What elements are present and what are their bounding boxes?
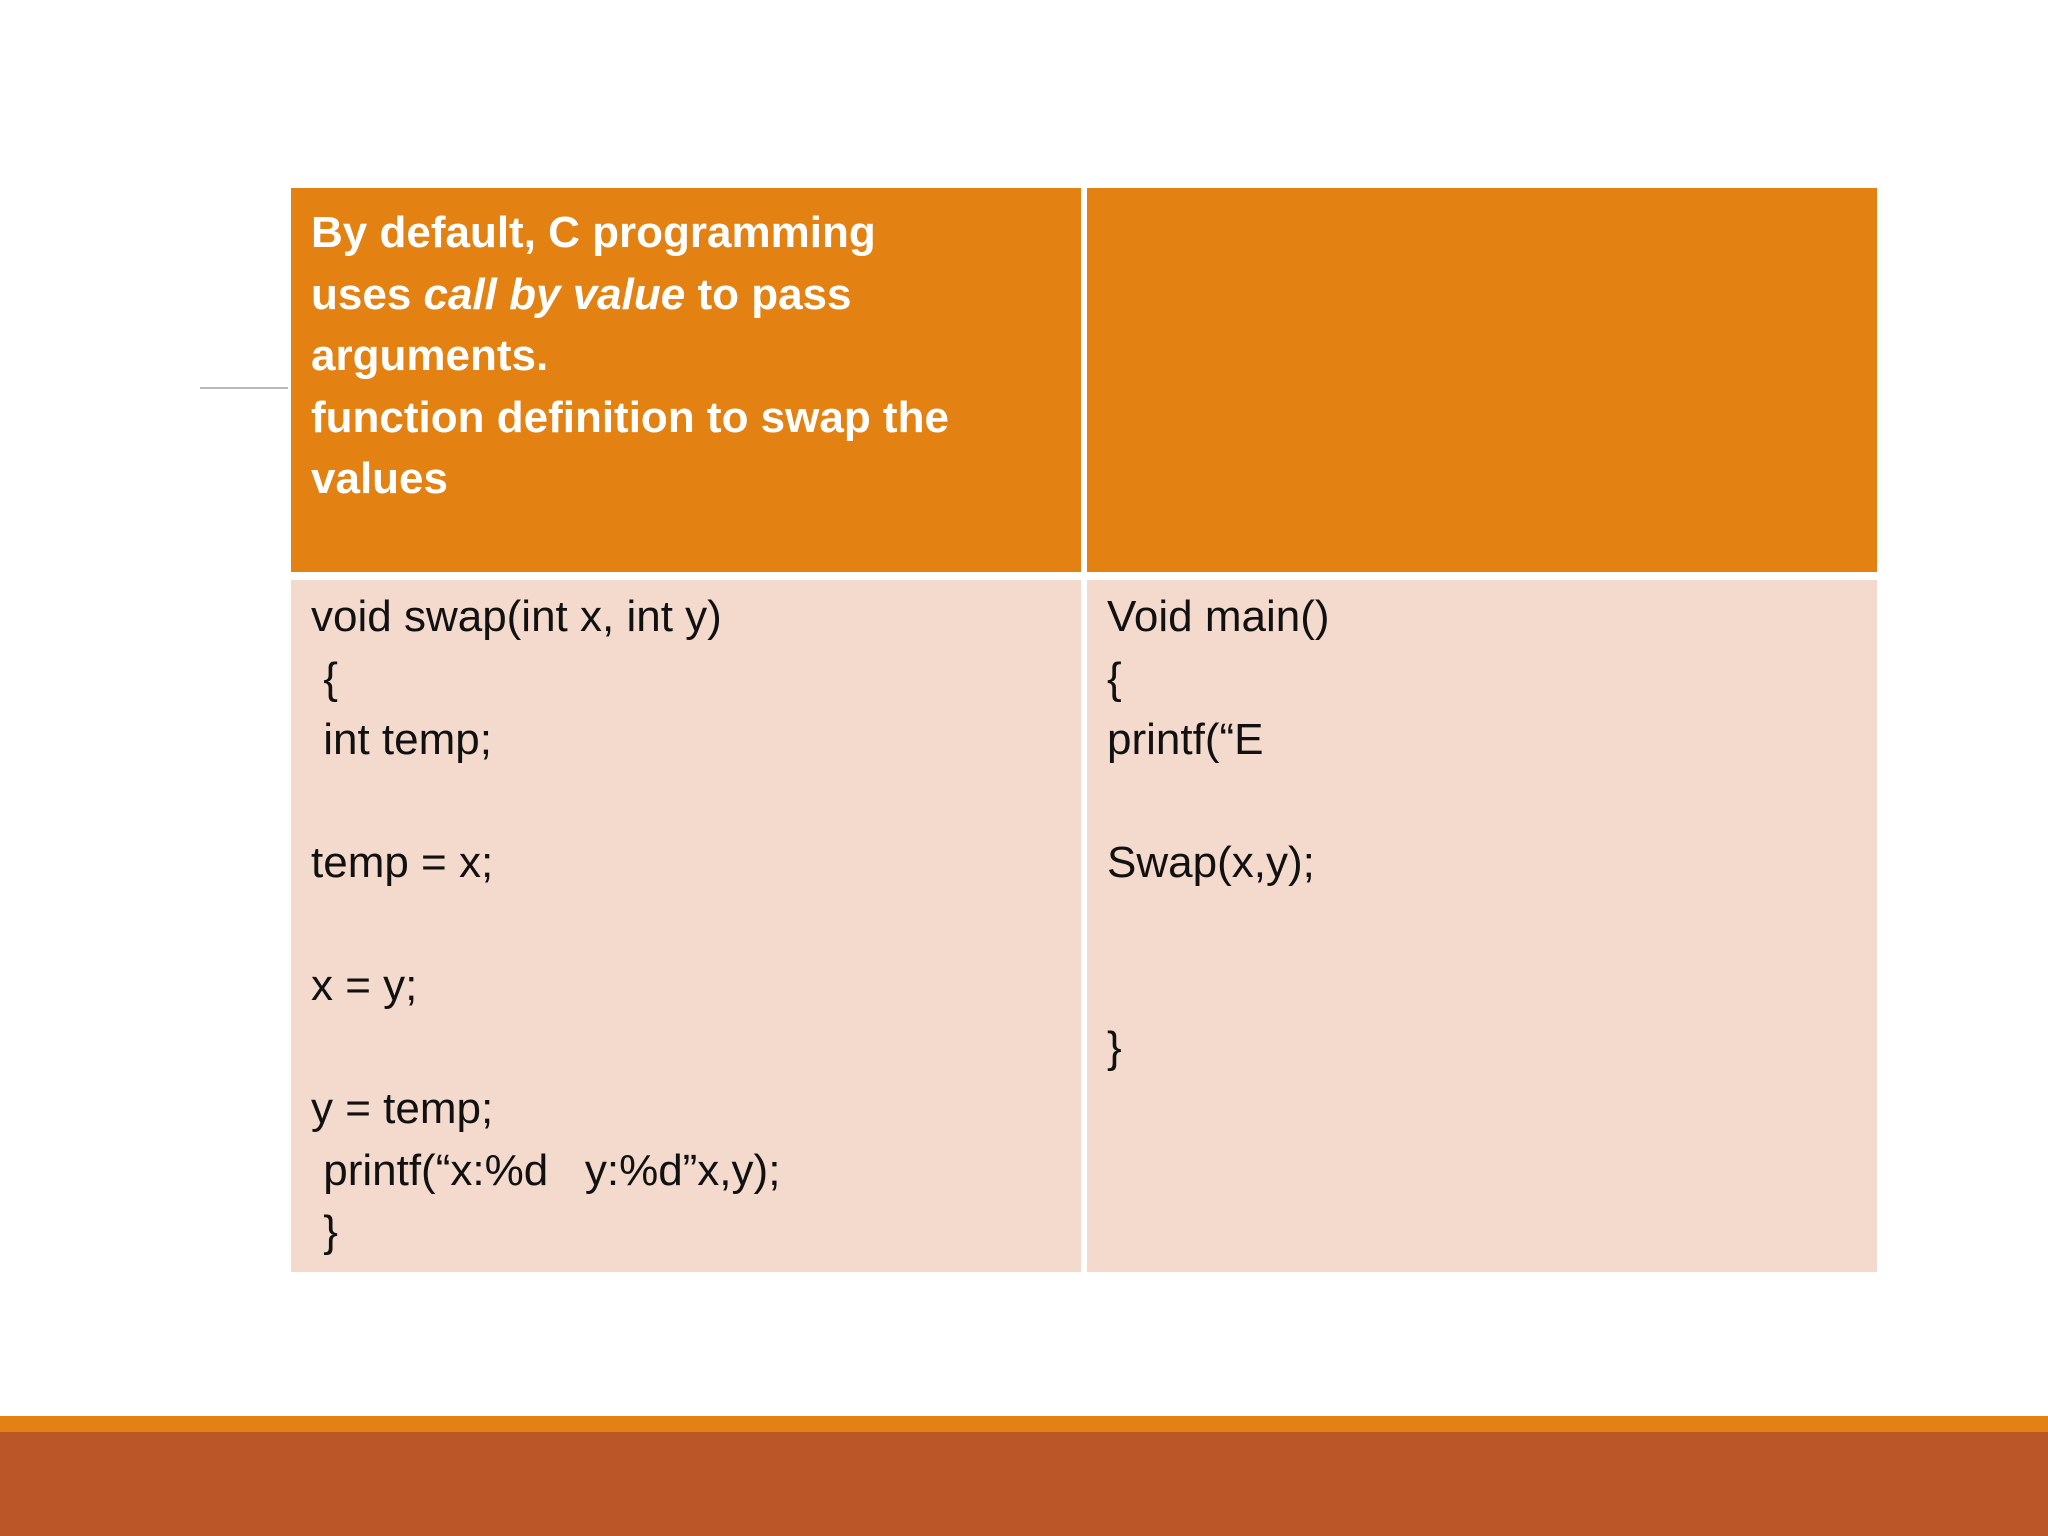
header-line-1: By default, C programming: [311, 208, 876, 257]
bottom-stripe: [0, 1416, 2048, 1432]
main-code-line: [1107, 894, 1857, 956]
header-cell-right: [1087, 188, 1877, 572]
accent-line: [200, 387, 288, 389]
bottom-bar: [0, 1432, 2048, 1536]
header-line-5: values: [311, 454, 448, 503]
main-code-line: }: [1107, 1022, 1122, 1072]
main-function-cell: [1087, 580, 1877, 1272]
main-code-line: printf(“E: [1107, 715, 1264, 764]
main-code-line: Void main(): [1107, 592, 1330, 641]
swap-code-line: }: [311, 1207, 338, 1256]
code-table: [291, 188, 1877, 1272]
swap-code-line: int temp;: [311, 715, 492, 764]
swap-code-line: temp = x;: [311, 838, 494, 887]
main-code-line: Swap(x,y);: [1107, 838, 1315, 887]
swap-function-cell: [291, 580, 1081, 1272]
header-line-2-suffix: to pass: [685, 269, 852, 319]
swap-code-line: void swap(int x, int y): [311, 592, 722, 641]
header-cell-left: [291, 188, 1081, 572]
swap-code-line: y = temp;: [311, 1084, 494, 1133]
swap-code-line: printf(“x:%d y:%d”x,y);: [311, 1145, 781, 1195]
header-line-3: arguments.: [311, 331, 549, 380]
main-code-line: [1107, 771, 1857, 833]
header-line-4: function definition to swap the: [311, 392, 949, 442]
swap-code-line: [311, 894, 1061, 956]
swap-code-line: x = y;: [311, 961, 418, 1010]
header-emphasis: call by value: [423, 269, 686, 319]
header-line-2-prefix: uses: [311, 269, 424, 319]
swap-code-line: [311, 771, 1061, 833]
swap-code-line: [311, 1017, 1061, 1079]
swap-code-line: {: [311, 653, 338, 703]
main-code-line: [1107, 955, 1857, 1017]
header-line-2: [311, 264, 1061, 326]
main-code-line: {: [1107, 653, 1122, 703]
